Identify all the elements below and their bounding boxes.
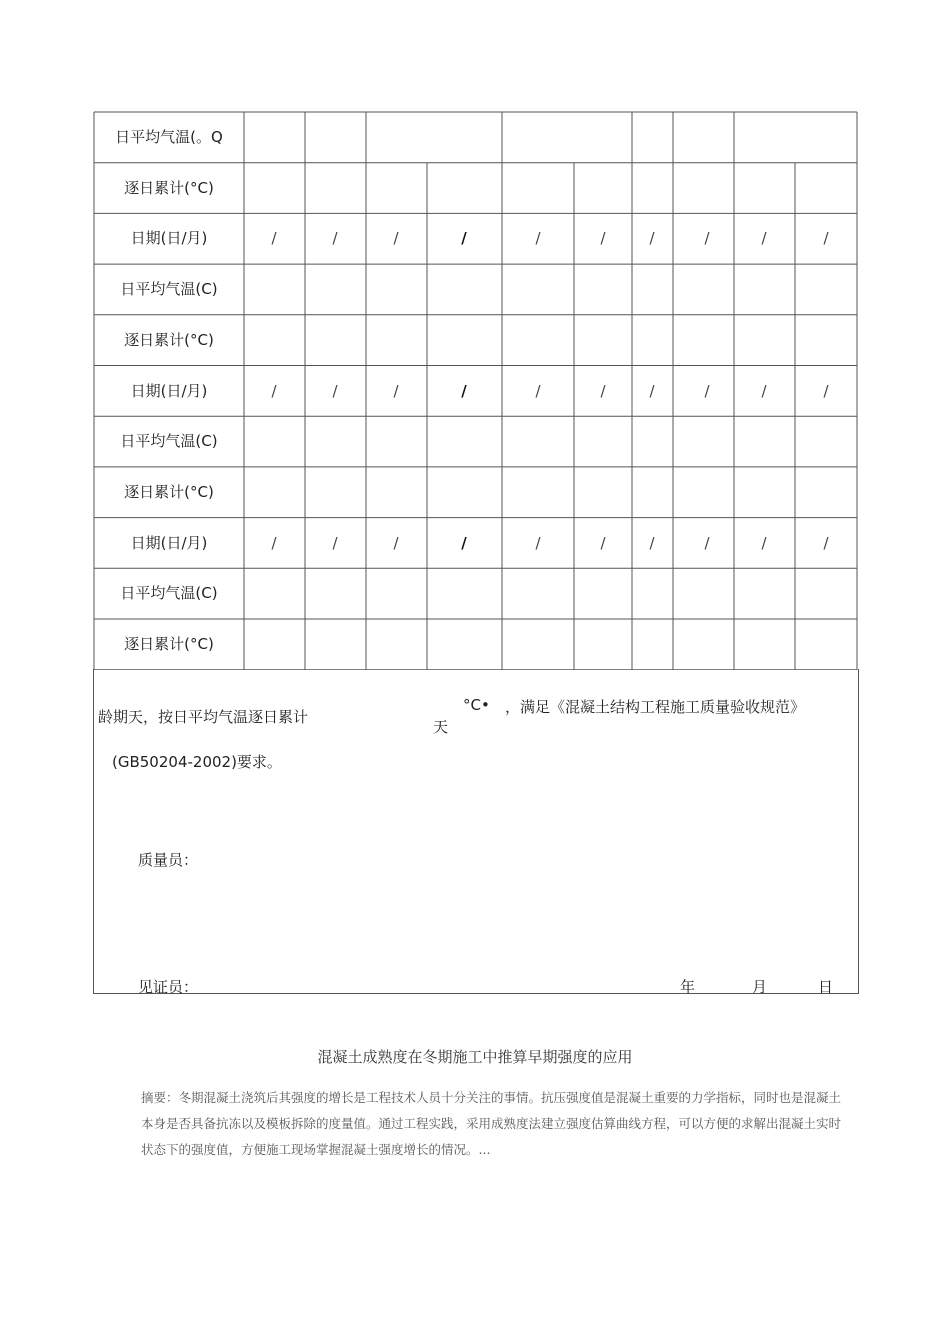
date-slash: / — [649, 381, 655, 400]
date-slash: / — [761, 381, 767, 400]
date-slash: / — [704, 229, 710, 248]
standard-code: (GB50204-2002)要求。 — [112, 753, 282, 771]
date-slash: / — [600, 229, 606, 248]
date-slash: / — [271, 229, 277, 248]
date-slash: / — [271, 381, 277, 400]
degree-unit: °C• — [463, 696, 490, 714]
date-slash: / — [600, 381, 606, 400]
date-slash: / — [393, 533, 399, 552]
date-slash: / — [461, 229, 467, 248]
row-label-temp: 日平均气温(C) — [120, 584, 218, 603]
standard-clause: ，满足《混凝土结构工程施工质量验收规范》 — [505, 698, 806, 716]
date-slash: / — [649, 533, 655, 552]
witness-label: 见证员： — [138, 978, 199, 996]
date-slash: / — [332, 229, 338, 248]
row-label-cumul: 逐日累计(°C) — [124, 482, 214, 501]
date-slash: / — [535, 381, 541, 400]
article-title: 混凝土成熟度在冬期施工中推算早期强度的应用 — [317, 1048, 633, 1066]
date-slash: / — [761, 229, 767, 248]
date-slash: / — [461, 381, 467, 400]
date-slash: / — [823, 381, 829, 400]
date-slash: / — [823, 533, 829, 552]
conclusion-text: 龄期天，按日平均气温逐日累计 — [98, 708, 309, 726]
year-label: 年 — [680, 978, 696, 996]
date-slash: / — [600, 533, 606, 552]
day-unit: 天 — [433, 718, 449, 736]
row-label-cumul: 逐日累计(°C) — [124, 635, 214, 653]
date-slash: / — [393, 381, 399, 400]
row-label-temp: 日平均气温(C) — [120, 280, 218, 299]
article-abstract: 摘要：冬期混凝土浇筑后其强度的增长是工程技术人员十分关注的事情。抗压强度值是混凝土重要的力学指标，同时也是混凝土本身是否具备抗冻以及模板拆除的度量值。通过工程实践，采用成熟度法建立强度估算曲线方程，可以方便的求解出混凝土实时状态下的强度值，方便施工现场掌握混凝土强度增长的情况。... — [141, 1090, 842, 1157]
date-slash: / — [649, 229, 655, 248]
row-label-temp: 日平均气温(C) — [120, 432, 218, 451]
date-slash: / — [461, 533, 467, 552]
row-label-cumul: 逐日累计(°C) — [124, 178, 214, 197]
date-slash: / — [535, 533, 541, 552]
row-label-date: 日期(日/月) — [130, 229, 208, 248]
row-label-date: 日期(日/月) — [130, 381, 208, 400]
date-slash: / — [823, 229, 829, 248]
date-slash: / — [761, 533, 767, 552]
date-slash: / — [332, 533, 338, 552]
date-slash: / — [271, 533, 277, 552]
quality-officer-label: 质量员： — [138, 851, 199, 869]
row-label-date: 日期(日/月) — [130, 533, 208, 552]
row-label-cumul: 逐日累计(°C) — [124, 330, 214, 349]
day-label: 日 — [818, 978, 834, 996]
month-label: 月 — [752, 978, 768, 996]
date-slash: / — [332, 381, 338, 400]
date-slash: / — [535, 229, 541, 248]
date-slash: / — [393, 229, 399, 248]
date-slash: / — [704, 533, 710, 552]
row-label-temp: 日平均气温(。Q — [115, 128, 223, 146]
date-slash: / — [704, 381, 710, 400]
